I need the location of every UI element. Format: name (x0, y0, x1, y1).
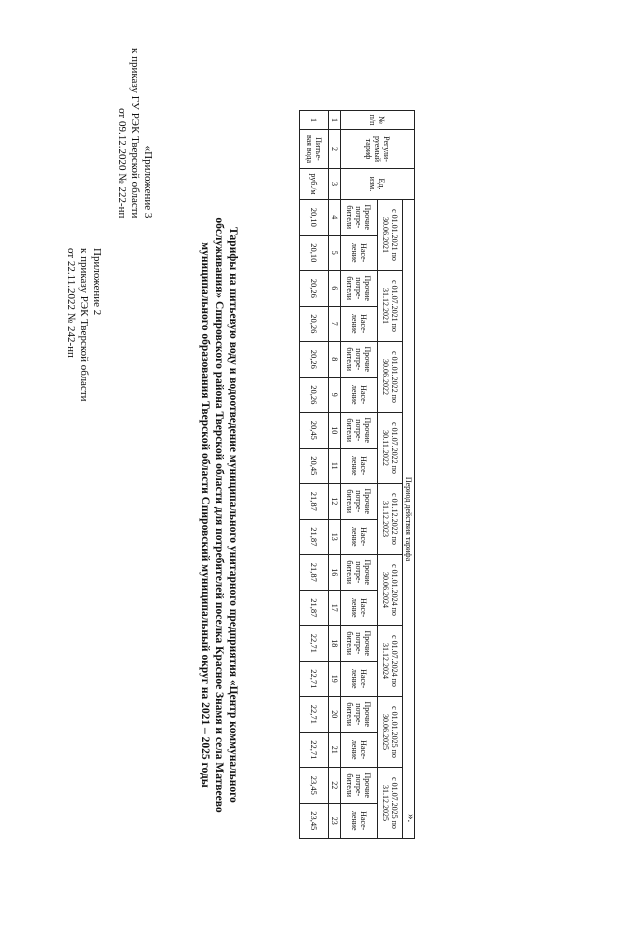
row-value-cell: 20,10 (300, 200, 329, 236)
sub-population-header: Насе-ление (341, 590, 378, 626)
sub-other-header: Прочие потре-бители (341, 626, 378, 662)
row-unit-cell: руб./м (300, 169, 329, 200)
sub-other-header: Прочие потре-бители (341, 413, 378, 449)
row-value-cell: 21,87 (300, 555, 329, 591)
col-number-cell: 23 (329, 803, 341, 839)
appendix-2-line2: к приказу РЭК Тверской области (78, 248, 90, 402)
period-cell: с 01.07.2022 по 30.11.2022 (378, 413, 403, 484)
period-cell: с 01.07.2024 по 31.12.2024 (378, 626, 403, 697)
row-value-cell: 21,87 (300, 519, 329, 555)
row-value-cell: 20,45 (300, 448, 329, 484)
col-number-cell: 18 (329, 626, 341, 662)
period-cell: с 01.01.2025 по 30.06.2025 (378, 697, 403, 768)
title-line1: Тарифы на питьевую воду и водоотведение муниципального унитарного предприятия «Центр коммунального (227, 227, 239, 803)
col-number-cell: 20 (329, 697, 341, 733)
sub-other-header: Прочие потре-бители (341, 271, 378, 307)
col-number-cell: 10 (329, 413, 341, 449)
sub-other-header: Прочие потре-бители (341, 555, 378, 591)
appendix-3-line3: от 09.12.2020 № 222-нп (116, 108, 128, 219)
row-value-cell: 21,87 (300, 590, 329, 626)
appendix-3-line1: «Приложение 3 (142, 145, 154, 219)
col-number-cell: 19 (329, 661, 341, 697)
sub-population-header: Насе-ление (341, 661, 378, 697)
period-cell: с 01.01.2024 по 30.06.2024 (378, 555, 403, 626)
col-number-cell: 5 (329, 235, 341, 271)
col-number-cell: 11 (329, 448, 341, 484)
appendix-3-line2: к приказу ГУ РЭК Тверской области (129, 48, 141, 219)
table-row (300, 111, 329, 839)
col-number-cell: 21 (329, 732, 341, 768)
row-value-cell: 23,45 (300, 803, 329, 839)
sub-population-header: Насе-ление (341, 448, 378, 484)
period-header: Период действия тарифа (403, 200, 415, 839)
row-tariff-cell: Питье-вая вода (300, 130, 329, 169)
col-tariff-header: Регули-руемый тариф (341, 130, 415, 169)
col-number-cell: 1 (329, 111, 341, 130)
sub-other-header: Прочие потре-бители (341, 697, 378, 733)
col-number-cell: 17 (329, 590, 341, 626)
row-value-cell: 22,71 (300, 732, 329, 768)
sub-other-header: Прочие потре-бители (341, 200, 378, 236)
col-no-header: № п/п (341, 111, 415, 130)
appendix-3-header (115, 48, 154, 218)
sub-other-header: Прочие потре-бители (341, 768, 378, 804)
document-title (198, 85, 240, 945)
table-subheader-row (341, 111, 378, 839)
col-number-cell: 16 (329, 555, 341, 591)
col-number-cell: 12 (329, 484, 341, 520)
sub-other-header: Прочие потре-бители (341, 342, 378, 378)
period-cell: с 01.01.2021 по 30.06.2021 (378, 200, 403, 271)
col-unit-header: Ед. изм. (341, 169, 415, 200)
col-number-cell: 3 (329, 169, 341, 200)
period-cell: с 01.01.2022 по 30.06.2022 (378, 342, 403, 413)
col-number-cell: 9 (329, 377, 341, 413)
table-header-row (403, 111, 415, 839)
appendix-2-header (64, 248, 103, 402)
row-value-cell: 20,26 (300, 306, 329, 342)
sub-population-header: Насе-ление (341, 306, 378, 342)
col-number-cell: 4 (329, 200, 341, 236)
row-value-cell: 20,26 (300, 342, 329, 378)
period-cell: с 01.07.2025 по 31.12.2025 (378, 768, 403, 839)
row-value-cell: 20,26 (300, 271, 329, 307)
tariff-table (299, 110, 415, 839)
col-number-cell: 7 (329, 306, 341, 342)
row-value-cell: 23,45 (300, 768, 329, 804)
appendix-2-line1: Приложение 2 (91, 248, 103, 316)
row-value-cell: 22,71 (300, 626, 329, 662)
col-number-cell: 13 (329, 519, 341, 555)
closing-quote: ». (405, 814, 417, 823)
sub-other-header: Прочие потре-бители (341, 484, 378, 520)
appendix-2-line3: от 22.11.2022 № 242-нп (65, 248, 77, 358)
sub-population-header: Насе-ление (341, 519, 378, 555)
title-line3: муниципального образования Тверской области Спировский муниципальный округ на 2021 – 2025 годы (199, 242, 211, 788)
row-value-cell: 20,10 (300, 235, 329, 271)
title-line2: обслуживания» Спировского района Тверской области для потребителей поселка Красное Знамя и села Матвеево (213, 217, 225, 813)
period-cell: с 01.12.2022 по 31.12.2023 (378, 484, 403, 555)
col-number-cell: 6 (329, 271, 341, 307)
row-number-cell: 1 (300, 111, 329, 130)
sub-population-header: Насе-ление (341, 732, 378, 768)
sub-population-header: Насе-ление (341, 803, 378, 839)
row-value-cell: 22,71 (300, 697, 329, 733)
col-number-cell: 2 (329, 130, 341, 169)
table-period-row (378, 111, 403, 839)
row-value-cell: 21,87 (300, 484, 329, 520)
col-number-cell: 8 (329, 342, 341, 378)
sub-population-header: Насе-ление (341, 235, 378, 271)
period-cell: с 01.07.2021 по 31.12.2021 (378, 271, 403, 342)
sub-population-header: Насе-ление (341, 377, 378, 413)
row-value-cell: 20,26 (300, 377, 329, 413)
col-number-cell: 22 (329, 768, 341, 804)
row-value-cell: 22,71 (300, 661, 329, 697)
table-col-number-row (329, 111, 341, 839)
row-value-cell: 20,45 (300, 413, 329, 449)
